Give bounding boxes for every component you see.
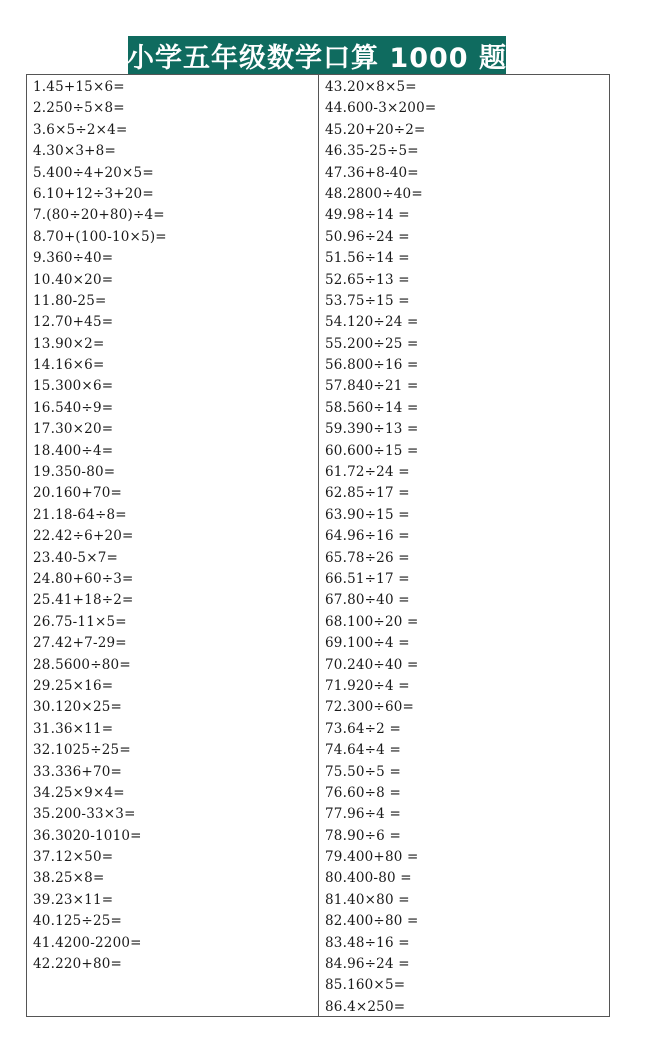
problem-item: 76.60÷8 = bbox=[325, 784, 401, 801]
problem-item: 34.25×9×4= bbox=[33, 784, 125, 801]
problem-item: 41.4200-2200= bbox=[33, 934, 142, 951]
problem-item: 81.40×80 = bbox=[325, 891, 410, 908]
problem-item: 63.90÷15 = bbox=[325, 506, 410, 523]
problem-item: 25.41+18÷2= bbox=[33, 592, 134, 609]
problem-item: 17.30×20= bbox=[33, 421, 114, 438]
problem-item: 28.5600÷80= bbox=[33, 656, 131, 673]
problem-item: 19.350-80= bbox=[33, 464, 116, 481]
problem-item: 38.25×8= bbox=[33, 870, 105, 887]
problem-item: 1.45+15×6= bbox=[33, 79, 125, 95]
problem-item: 84.96÷24 = bbox=[325, 956, 410, 973]
problem-item: 13.90×2= bbox=[33, 335, 105, 352]
problem-item: 66.51÷17 = bbox=[325, 570, 410, 587]
problem-item: 52.65÷13 = bbox=[325, 271, 410, 288]
problem-item: 78.90÷6 = bbox=[325, 827, 401, 844]
problem-item: 70.240÷40 = bbox=[325, 656, 419, 673]
problem-item: 23.40-5×7= bbox=[33, 549, 119, 566]
problem-item: 85.160×5= bbox=[325, 977, 406, 994]
problem-item: 82.400÷80 = bbox=[325, 913, 419, 930]
right-problem-column bbox=[325, 77, 605, 1018]
problem-item: 29.25×16= bbox=[33, 677, 114, 694]
problem-item: 27.42+7-29= bbox=[33, 635, 127, 652]
problem-item: 40.125÷25= bbox=[33, 913, 123, 930]
problem-item: 54.120÷24 = bbox=[325, 314, 419, 331]
problem-item: 39.23×11= bbox=[33, 891, 114, 908]
problem-item: 79.400+80 = bbox=[325, 849, 419, 866]
problem-item: 61.72÷24 = bbox=[325, 464, 410, 481]
problem-item: 9.360÷40= bbox=[33, 250, 114, 267]
problem-item: 44.600-3×200= bbox=[325, 100, 437, 117]
problem-item: 58.560÷14 = bbox=[325, 399, 419, 416]
problem-item: 37.12×50= bbox=[33, 849, 114, 866]
problem-item: 80.400-80 = bbox=[325, 870, 412, 887]
title-banner bbox=[128, 36, 506, 74]
problem-sheet bbox=[26, 74, 610, 1017]
problem-item: 73.64÷2 = bbox=[325, 720, 401, 737]
problem-item: 71.920÷4 = bbox=[325, 677, 410, 694]
problem-item: 3.6×5÷2×4= bbox=[33, 121, 128, 138]
problem-item: 59.390÷13 = bbox=[325, 421, 419, 438]
problem-item: 43.20×8×5= bbox=[325, 79, 417, 95]
problem-item: 77.96÷4 = bbox=[325, 806, 401, 823]
problem-item: 2.250÷5×8= bbox=[33, 100, 125, 117]
problem-item: 11.80-25= bbox=[33, 292, 107, 309]
problem-item: 10.40×20= bbox=[33, 271, 114, 288]
problem-item: 60.600÷15 = bbox=[325, 442, 419, 459]
problem-item: 45.20+20÷2= bbox=[325, 121, 426, 138]
problem-item: 6.10+12÷3+20= bbox=[33, 185, 154, 202]
problem-item: 67.80÷40 = bbox=[325, 592, 410, 609]
problem-item: 69.100÷4 = bbox=[325, 635, 410, 652]
left-problem-column bbox=[33, 77, 313, 975]
problem-item: 20.160+70= bbox=[33, 485, 123, 502]
problem-item: 64.96÷16 = bbox=[325, 528, 410, 545]
problem-item: 18.400÷4= bbox=[33, 442, 114, 459]
problem-item: 36.3020-1010= bbox=[33, 827, 142, 844]
problem-item: 24.80+60÷3= bbox=[33, 570, 134, 587]
problem-item: 48.2800÷40= bbox=[325, 185, 423, 202]
problem-item: 35.200-33×3= bbox=[33, 806, 136, 823]
problem-item: 75.50÷5 = bbox=[325, 763, 401, 780]
problem-item: 14.16×6= bbox=[33, 357, 105, 374]
problem-item: 86.4×250= bbox=[325, 998, 406, 1015]
problem-item: 16.540÷9= bbox=[33, 399, 114, 416]
problem-item: 56.800÷16 = bbox=[325, 357, 419, 374]
problem-item: 46.35-25÷5= bbox=[325, 143, 419, 160]
problem-item: 12.70+45= bbox=[33, 314, 114, 331]
problem-item: 30.120×25= bbox=[33, 699, 123, 716]
problem-item: 31.36×11= bbox=[33, 720, 114, 737]
problem-item: 72.300÷60= bbox=[325, 699, 415, 716]
column-divider bbox=[318, 75, 319, 1016]
problem-item: 57.840÷21 = bbox=[325, 378, 419, 395]
problem-item: 22.42÷6+20= bbox=[33, 528, 134, 545]
page-title: 小学五年级数学口算 1000 题 bbox=[127, 42, 507, 74]
problem-item: 68.100÷20 = bbox=[325, 613, 419, 630]
problem-item: 83.48÷16 = bbox=[325, 934, 410, 951]
problem-item: 32.1025÷25= bbox=[33, 742, 131, 759]
problem-item: 33.336+70= bbox=[33, 763, 123, 780]
problem-item: 49.98÷14 = bbox=[325, 207, 410, 224]
problem-item: 8.70+(100-10×5)= bbox=[33, 228, 167, 245]
problem-item: 4.30×3+8= bbox=[33, 143, 116, 160]
problem-item: 51.56÷14 = bbox=[325, 250, 410, 267]
problem-item: 55.200÷25 = bbox=[325, 335, 419, 352]
problem-item: 15.300×6= bbox=[33, 378, 114, 395]
problem-item: 65.78÷26 = bbox=[325, 549, 410, 566]
problem-item: 62.85÷17 = bbox=[325, 485, 410, 502]
problem-item: 50.96÷24 = bbox=[325, 228, 410, 245]
problem-item: 42.220+80= bbox=[33, 956, 123, 973]
problem-item: 74.64÷4 = bbox=[325, 742, 401, 759]
problem-item: 7.(80÷20+80)÷4= bbox=[33, 207, 165, 224]
problem-item: 47.36+8-40= bbox=[325, 164, 419, 181]
problem-item: 21.18-64÷8= bbox=[33, 506, 127, 523]
problem-item: 26.75-11×5= bbox=[33, 613, 127, 630]
problem-item: 53.75÷15 = bbox=[325, 292, 410, 309]
problem-item: 5.400÷4+20×5= bbox=[33, 164, 154, 181]
